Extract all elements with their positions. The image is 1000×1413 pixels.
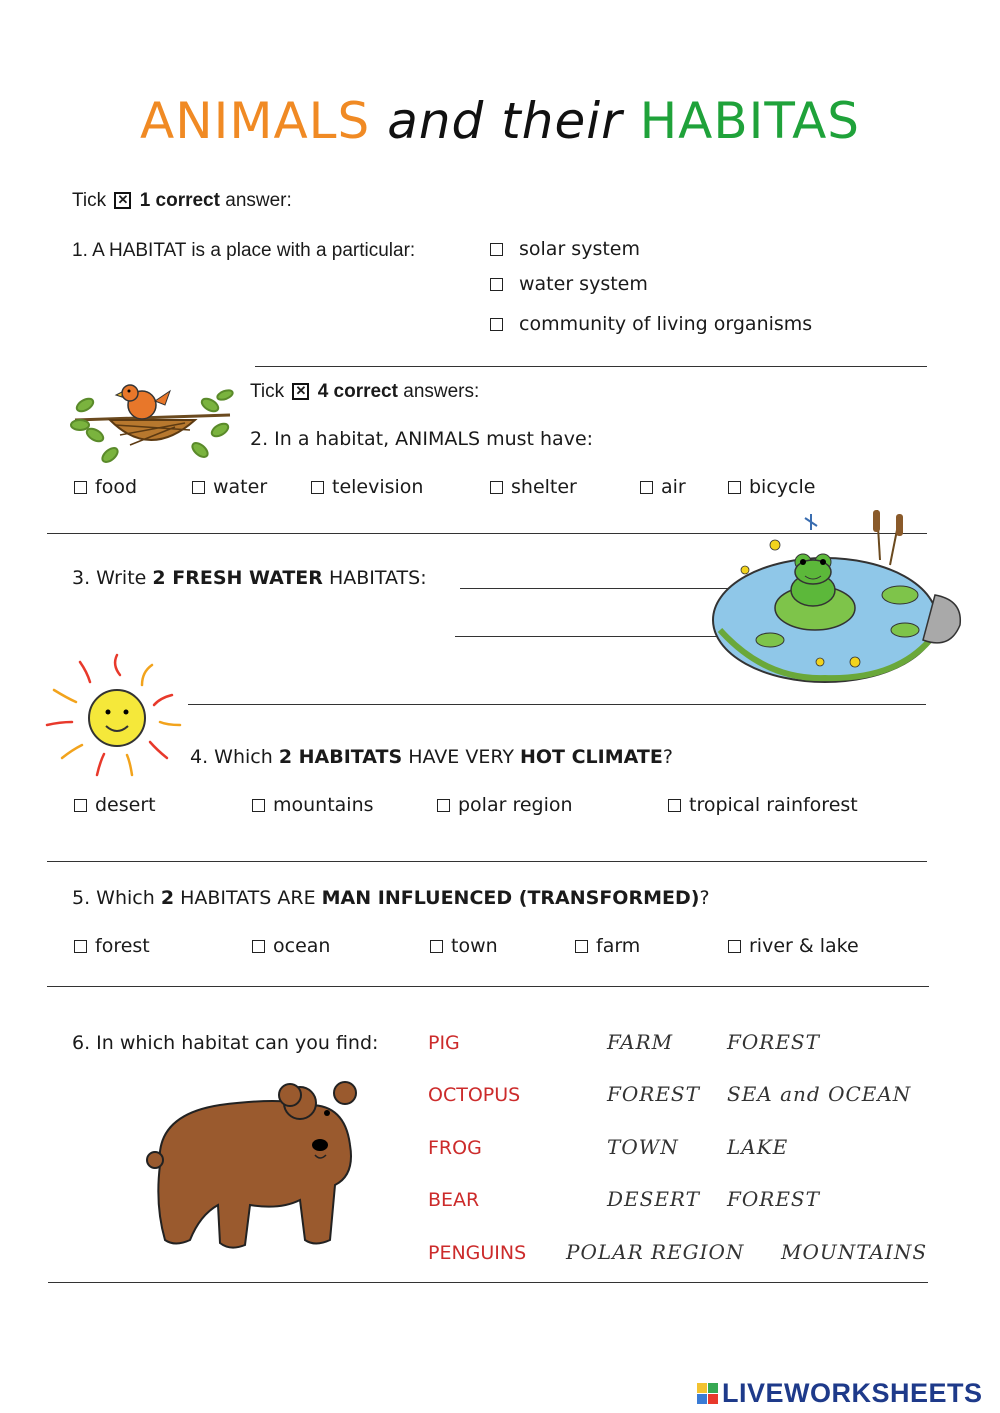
- page-title: [0, 92, 1000, 150]
- question-3: 3. Write 2 FRESH WATER HABITATS:: [72, 567, 427, 589]
- logo-icon: [697, 1383, 718, 1404]
- divider: [48, 1282, 928, 1283]
- checkbox[interactable]: [728, 481, 741, 494]
- q5-option-ocean[interactable]: ocean: [252, 935, 330, 957]
- q5-option-forest[interactable]: forest: [74, 935, 150, 957]
- choice-bear-a[interactable]: DESERT: [607, 1187, 700, 1211]
- q4-option-desert[interactable]: desert: [74, 794, 156, 816]
- brand-name: LIVEWORKSHEETS: [722, 1378, 983, 1408]
- divider: [255, 366, 927, 367]
- choice-octopus-a[interactable]: FOREST: [607, 1082, 700, 1106]
- title-middle: and their: [387, 92, 623, 150]
- pond-frog-illustration: [705, 500, 970, 695]
- checkbox[interactable]: [192, 481, 205, 494]
- q4-option-polar-region[interactable]: polar region: [437, 794, 573, 816]
- choice-pig-b[interactable]: FOREST: [727, 1030, 820, 1054]
- question-5: 5. Which 2 HABITATS ARE MAN INFLUENCED (TRANSFORMED)?: [72, 887, 710, 909]
- choice-penguins-b[interactable]: MOUNTAINS: [781, 1240, 928, 1264]
- question-4: 4. Which 2 HABITATS HAVE VERY HOT CLIMATE?: [190, 746, 673, 768]
- q1-option-1[interactable]: solar system: [490, 238, 640, 260]
- checkbox[interactable]: [490, 318, 503, 331]
- q2-option-shelter[interactable]: shelter: [490, 476, 577, 498]
- animal-frog: FROG: [428, 1137, 482, 1159]
- q5-option-town[interactable]: town: [430, 935, 498, 957]
- checkbox[interactable]: [640, 481, 653, 494]
- checkbox[interactable]: [74, 940, 87, 953]
- checkbox[interactable]: [437, 799, 450, 812]
- question-1: 1. A HABITAT is a place with a particular:: [72, 240, 416, 261]
- q2-option-food[interactable]: food: [74, 476, 137, 498]
- choice-bear-b[interactable]: FOREST: [727, 1187, 820, 1211]
- checkbox[interactable]: [575, 940, 588, 953]
- checkbox[interactable]: [668, 799, 681, 812]
- q5-option-river-lake[interactable]: river & lake: [728, 935, 859, 957]
- checkbox[interactable]: [252, 799, 265, 812]
- tick-instruction-2: Tick ✕ 4 correct answers:: [250, 381, 480, 402]
- bear-illustration: [140, 1075, 370, 1260]
- checkbox[interactable]: [490, 481, 503, 494]
- checkbox[interactable]: [490, 243, 503, 256]
- sun-illustration: [42, 650, 187, 780]
- choice-octopus-b[interactable]: SEA and OCEAN: [727, 1082, 912, 1106]
- q1-option-2[interactable]: water system: [490, 273, 648, 295]
- title-animals: ANIMALS: [139, 92, 371, 150]
- choice-penguins-a[interactable]: POLAR REGION: [566, 1240, 745, 1264]
- q2-option-air[interactable]: air: [640, 476, 686, 498]
- checkbox[interactable]: [74, 481, 87, 494]
- q2-option-water[interactable]: water: [192, 476, 267, 498]
- checkbox[interactable]: [74, 799, 87, 812]
- checkbox[interactable]: [252, 940, 265, 953]
- q1-option-3[interactable]: community of living organisms: [490, 313, 812, 335]
- checkbox[interactable]: [490, 278, 503, 291]
- divider: [47, 861, 927, 862]
- q4-option-mountains[interactable]: mountains: [252, 794, 374, 816]
- checkbox[interactable]: [311, 481, 324, 494]
- animal-octopus: OCTOPUS: [428, 1084, 521, 1106]
- q2-option-television[interactable]: television: [311, 476, 423, 498]
- checked-box-icon: ✕: [114, 192, 131, 209]
- q2-option-bicycle[interactable]: bicycle: [728, 476, 815, 498]
- title-habitas: HABITAS: [639, 92, 861, 150]
- bird-nest-illustration: [70, 375, 235, 470]
- choice-frog-b[interactable]: LAKE: [727, 1135, 789, 1159]
- tick-instruction-1: Tick ✕ 1 correct answer:: [72, 190, 292, 211]
- animal-penguins: PENGUINS: [428, 1242, 527, 1264]
- checked-box-icon: ✕: [292, 383, 309, 400]
- choice-pig-a[interactable]: FARM: [607, 1030, 674, 1054]
- animal-pig: PIG: [428, 1032, 460, 1054]
- question-2: 2. In a habitat, ANIMALS must have:: [250, 428, 594, 450]
- animal-bear: BEAR: [428, 1189, 480, 1211]
- q5-option-farm[interactable]: farm: [575, 935, 640, 957]
- divider: [47, 986, 929, 987]
- checkbox[interactable]: [728, 940, 741, 953]
- question-6: 6. In which habitat can you find:: [72, 1032, 379, 1054]
- liveworksheets-logo[interactable]: [697, 1378, 983, 1409]
- q4-option-tropical-rainforest[interactable]: tropical rainforest: [668, 794, 858, 816]
- divider: [188, 704, 926, 705]
- checkbox[interactable]: [430, 940, 443, 953]
- choice-frog-a[interactable]: TOWN: [607, 1135, 679, 1159]
